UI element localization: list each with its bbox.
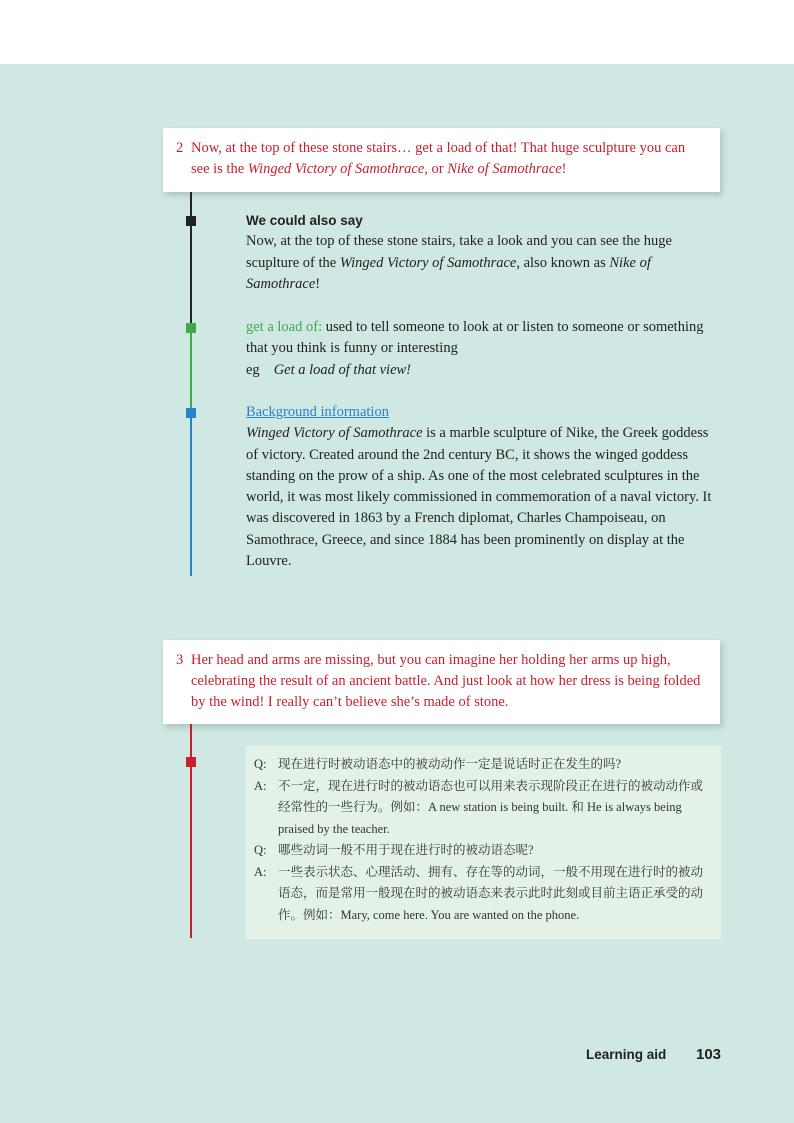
also-say-section [246, 210, 720, 295]
marker-red [186, 757, 196, 767]
marker-blue [186, 408, 196, 418]
also-say-heading: We could also say [246, 213, 363, 228]
dialogue-card-3 [163, 640, 720, 724]
card-number: 2 [176, 140, 184, 156]
card-number: 3 [176, 652, 184, 668]
footer-section-label: Learning aid [586, 1047, 667, 1062]
also-say-text: Now, at the top of these stone stairs, take a look and you can see the huge scuplture of the Winged Victory of Samothrace, also known as Nike of Samothrace! [246, 233, 672, 292]
marker-black [186, 216, 196, 226]
background-text: Winged Victory of Samothrace is a marble sculpture of Nike, the Greek goddess of victory. Created around the 2nd century BC, it shows the winged goddess standing on the prow of a ship. As one of the most celebrated sculptures in the world, it was most likely commissioned in commemoration of a naval victory. It was discovered in 1863 by a French diplomat, Charles Champoiseau, on Samothrace, Greece, and since 1884 has been prominently on display at the Louvre. [246, 425, 712, 570]
marker-green [186, 323, 196, 333]
card-text: Now, at the top of these stone stairs… get a load of that! That huge sculpture you can see is the Winged Victory of Samothrace, or Nike of Samothrace! [191, 140, 686, 177]
timeline-line-black [190, 192, 192, 328]
qa-item: A: 不一定，现在进行时的被动语态也可以用来表示现阶段正在进行的被动动作或经常性的一些行为。例如：A new station is being built. 和 He is always being praised by the teacher. [254, 778, 704, 836]
page-number: 103 [696, 1046, 722, 1063]
qa-item: Q: 哪些动词一般不用于现在进行时的被动语态呢? [254, 843, 534, 857]
vocab-example: eg Get a load of that view! [246, 361, 412, 378]
card-text: Her head and arms are missing, but you can imagine her holding her arms up high, celebrating the result of an ancient battle. And just look at how her dress is being folded by the wind! I really can’t believe she’s made of stone. [191, 652, 701, 710]
vocab-section [246, 317, 720, 381]
timeline-line-green [190, 328, 192, 412]
qa-item: Q: 现在进行时被动语态中的被动动作一定是说话时正在发生的吗? [254, 757, 622, 771]
qa-item: A: 一些表示状态、心理活动、拥有、存在等的动词，一般不用现在进行时的被动语态，而是常用一般现在时的被动语态来表示此时此刻或目前主语正承受的动作。例如：Mary, come here. You are wanted on the phone. [254, 864, 704, 922]
dialogue-card-2 [163, 128, 720, 192]
background-section [246, 402, 720, 572]
timeline-line-blue [190, 412, 192, 576]
vocab-term: get a load of: [246, 319, 323, 335]
grammar-qa-box [246, 746, 721, 939]
background-heading: Background information [246, 404, 389, 420]
vocab-definition: get a load of: used to tell someone to look at or listen to someone or something that you think is funny or interesting [246, 319, 704, 357]
